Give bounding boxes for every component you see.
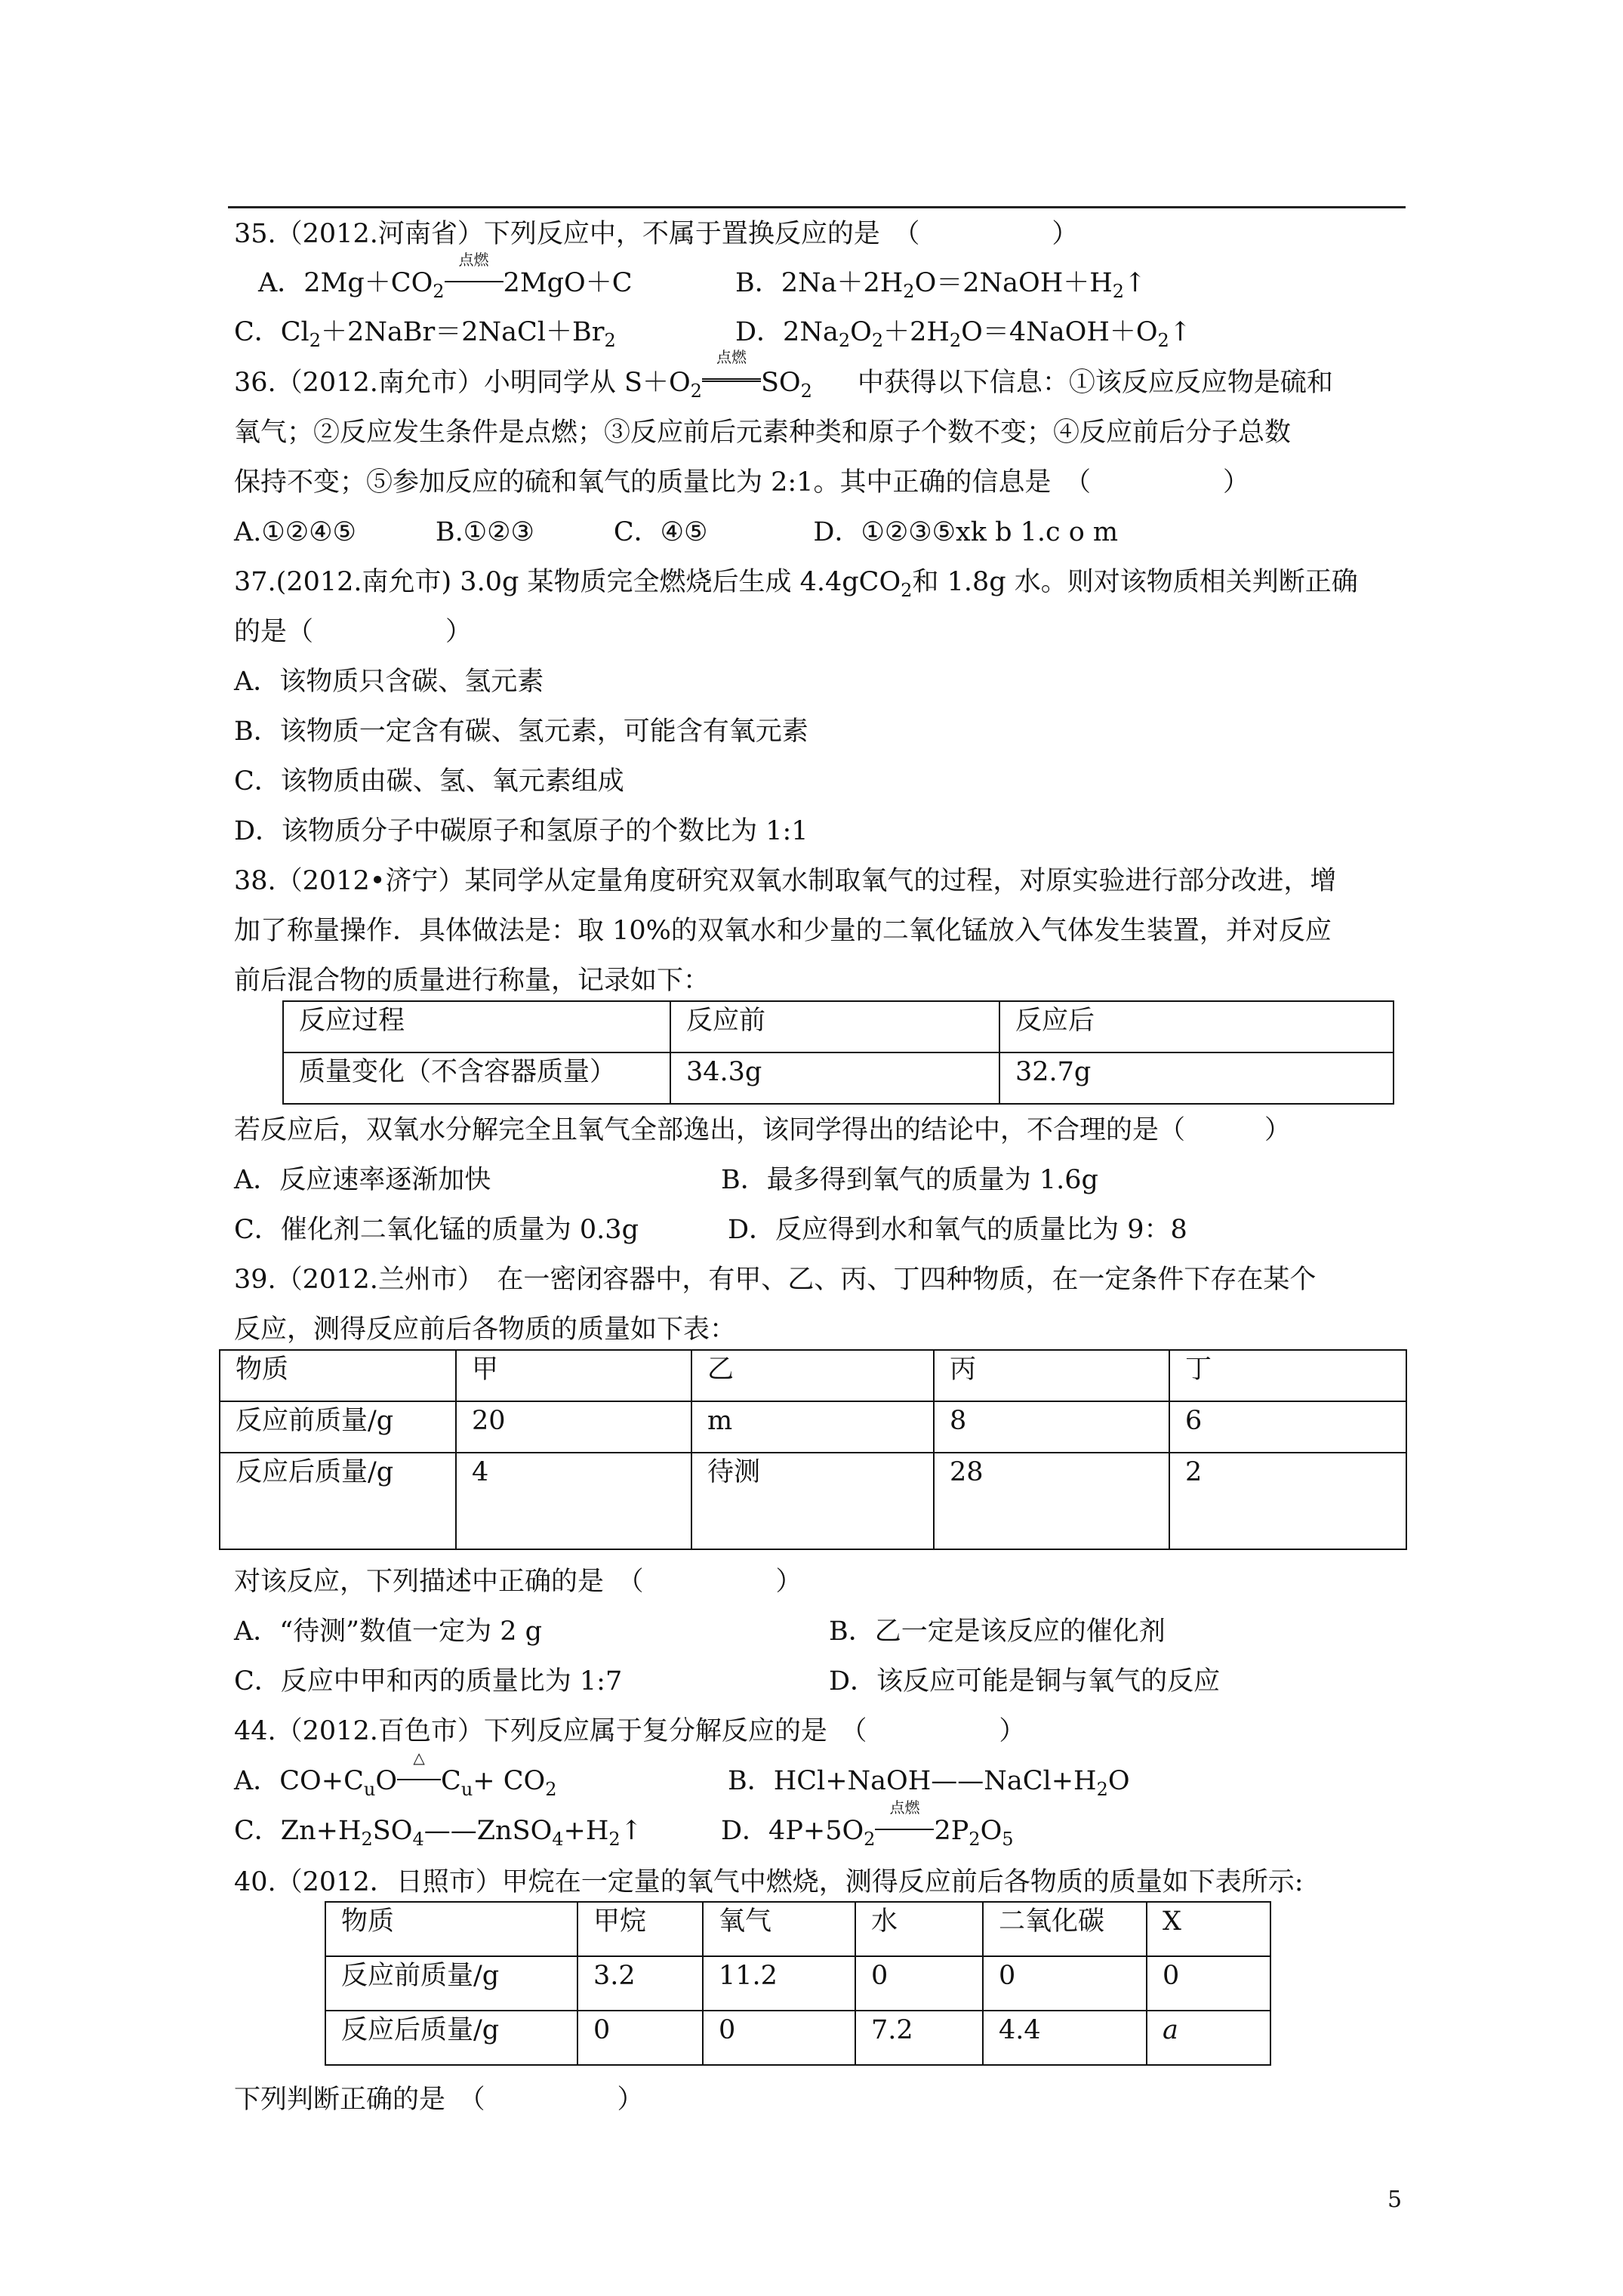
q38-option-a: A．反应速率逐渐加快	[234, 1165, 491, 1195]
q36-line-1: 36.（2012.南允市）小明同学从 $S+O_2$ 点燃 $SO_2$ 中获得以下信息：①该反应反应物是硫和	[234, 348, 1333, 402]
q38-line-1: 38.（2012•济宁）某同学从定量角度研究双氧水制取氧气的过程，对原实验进行部分改进，增	[234, 866, 1337, 896]
q35-option-d: D．$2Na_2O_2+2H_2O=4NaOH+O_2↑$	[735, 317, 1192, 351]
q39-option-d: D．该反应可能是铜与氧气的反应	[829, 1666, 1221, 1697]
table-cell: m	[691, 1401, 934, 1453]
table-cell: 水	[855, 1902, 983, 1956]
q35-stem: 35.（2012.河南省）下列反应中，不属于置换反应的是 （ ）	[234, 219, 1079, 249]
table-cell: 4	[456, 1453, 691, 1549]
table-row	[325, 2011, 1270, 2065]
q44-option-a: A．$CO+C_uO$ △ $C_u+ CO_2$	[234, 1749, 557, 1800]
table-row	[220, 1350, 1406, 1401]
table-cell: 32.7g	[999, 1052, 1394, 1104]
q39-question: 对该反应，下列描述中正确的是 （ ）	[234, 1567, 802, 1597]
table-cell: 丁	[1169, 1350, 1406, 1401]
table-cell: 反应后质量/g	[325, 2011, 577, 2065]
table-cell: 28	[934, 1453, 1169, 1549]
table-cell: a	[1147, 2011, 1270, 2065]
table-cell: 34.3g	[670, 1052, 999, 1104]
table-row	[220, 1453, 1406, 1549]
table-cell: 20	[456, 1401, 691, 1453]
q39-table	[219, 1349, 1407, 1550]
q40-table	[325, 1901, 1271, 2066]
table-row	[283, 1052, 1394, 1104]
table-cell: 甲	[456, 1350, 691, 1401]
q38-option-b: B．最多得到氧气的质量为 1.6g	[721, 1165, 1098, 1195]
reaction-condition: 点燃	[445, 269, 504, 291]
q44-option-d: D．$4P+5O_2$ 点燃 $2P_2O_5$	[721, 1798, 1014, 1850]
q44-option-c: C．$Zn+H_2SO_4——ZnSO_4+H_2↑$	[234, 1816, 643, 1850]
q37-option-d: D．该物质分子中碳原子和氢原子的个数比为 1:1	[234, 816, 808, 846]
table-cell: 氧气	[703, 1902, 855, 1956]
table-cell: 3.2	[577, 1956, 703, 2011]
q35-option-b: B．$2Na+2H_2O=2NaOH+H_2↑$	[735, 268, 1147, 302]
table-cell: 0	[703, 2011, 855, 2065]
table-cell: 反应前质量/g	[220, 1401, 456, 1453]
q36-line-3: 保持不变；⑤参加反应的硫和氧气的质量比为 2:1。其中正确的信息是 （ ）	[234, 467, 1249, 498]
table-cell: 物质	[220, 1350, 456, 1401]
table-cell: 6	[1169, 1401, 1406, 1453]
table-row	[283, 1001, 1394, 1052]
q38-option-d: D．反应得到水和氧气的质量比为 9：8	[728, 1215, 1187, 1245]
q39-line-2: 反应，测得反应前后各物质的质量如下表：	[234, 1314, 737, 1345]
q40-line-1: 40.（2012．日照市）甲烷在一定量的氧气中燃烧，测得反应前后各物质的质量如下表所示:	[234, 1867, 1304, 1897]
q36-line-2: 氧气；②反应发生条件是点燃；③反应前后元素种类和原子个数不变；④反应前后分子总数	[234, 418, 1292, 448]
q44-stem: 44.（2012.百色市）下列反应属于复分解反应的是 （ ）	[234, 1716, 1026, 1746]
table-cell: 甲烷	[577, 1902, 703, 1956]
reaction-condition: 点燃	[875, 1817, 934, 1839]
q40-question: 下列判断正确的是 （ ）	[234, 2085, 644, 2115]
table-cell: 0	[983, 1956, 1147, 2011]
q38-table	[282, 1000, 1394, 1105]
reaction-condition: △	[397, 1767, 441, 1789]
table-cell: 11.2	[703, 1956, 855, 2011]
page-number: 5	[1387, 2187, 1403, 2213]
table-cell: 0	[1147, 1956, 1270, 2011]
table-cell: 反应前	[670, 1001, 999, 1052]
q39-option-b: B．乙一定是该反应的催化剂	[829, 1616, 1166, 1647]
reaction-condition: 点燃	[702, 366, 761, 391]
table-cell: X	[1147, 1902, 1270, 1956]
q39-option-a: A．“待测”数值一定为 2 g	[234, 1616, 542, 1647]
q35-option-a: A．$2Mg+CO_2$ 点燃 2MgO＋C	[258, 251, 633, 302]
table-row	[220, 1401, 1406, 1453]
table-cell: 7.2	[855, 2011, 983, 2065]
q37-line-2: 的是（ ）	[234, 617, 473, 647]
q37-option-a: A．该物质只含碳、氢元素	[234, 667, 544, 697]
q39-line-1: 39.（2012.兰州市） 在一密闭容器中，有甲、乙、丙、丁四种物质，在一定条件下存在某个	[234, 1265, 1317, 1295]
table-cell: 二氧化碳	[983, 1902, 1147, 1956]
q39-option-c: C．反应中甲和丙的质量比为 1:7	[234, 1666, 623, 1697]
q37-option-c: C．该物质由碳、氢、氧元素组成	[234, 766, 624, 797]
table-cell: 丙	[934, 1350, 1169, 1401]
q38-question: 若反应后，双氧水分解完全且氧气全部逸出，该同学得出的结论中，不合理的是（ ）	[234, 1115, 1292, 1145]
table-cell: 反应后	[999, 1001, 1394, 1052]
table-cell: 物质	[325, 1902, 577, 1956]
q38-line-3: 前后混合物的质量进行称量，记录如下：	[234, 966, 710, 996]
q36-options: A.①②④⑤ B.①②③ C．④⑤ D．①②③⑤xk b 1.c o m	[234, 517, 1119, 547]
table-row	[325, 1956, 1270, 2011]
table-cell: 反应前质量/g	[325, 1956, 577, 2011]
table-cell: 2	[1169, 1453, 1406, 1549]
q37-option-b: B．该物质一定含有碳、氢元素，可能含有氧元素	[234, 717, 808, 747]
table-row	[325, 1902, 1270, 1956]
table-cell: 0	[577, 2011, 703, 2065]
table-cell: 8	[934, 1401, 1169, 1453]
table-cell: 待测	[691, 1453, 934, 1549]
header-rule	[228, 206, 1406, 208]
table-cell: 4.4	[983, 2011, 1147, 2065]
q37-line-1: 37.(2012.南允市) 3.0g 某物质完全燃烧后生成 4.4gCO$_2$和 1.8g 水。则对该物质相关判断正确	[234, 567, 1358, 601]
table-cell: 0	[855, 1956, 983, 2011]
table-cell: 反应后质量/g	[220, 1453, 456, 1549]
table-cell: 质量变化（不含容器质量）	[283, 1052, 670, 1104]
table-cell: 反应过程	[283, 1001, 670, 1052]
q44-option-b: B．$HCl+NaOH——NaCl+H_2O$	[728, 1766, 1130, 1800]
q38-option-c: C．催化剂二氧化锰的质量为 0.3g	[234, 1215, 639, 1245]
q38-line-2: 加了称量操作．具体做法是：取 10%的双氧水和少量的二氧化锰放入气体发生装置，并对反应	[234, 916, 1332, 946]
table-cell: 乙	[691, 1350, 934, 1401]
q35-option-c: C．$Cl_2+2NaBr=2NaCl+Br_2$	[234, 317, 616, 351]
